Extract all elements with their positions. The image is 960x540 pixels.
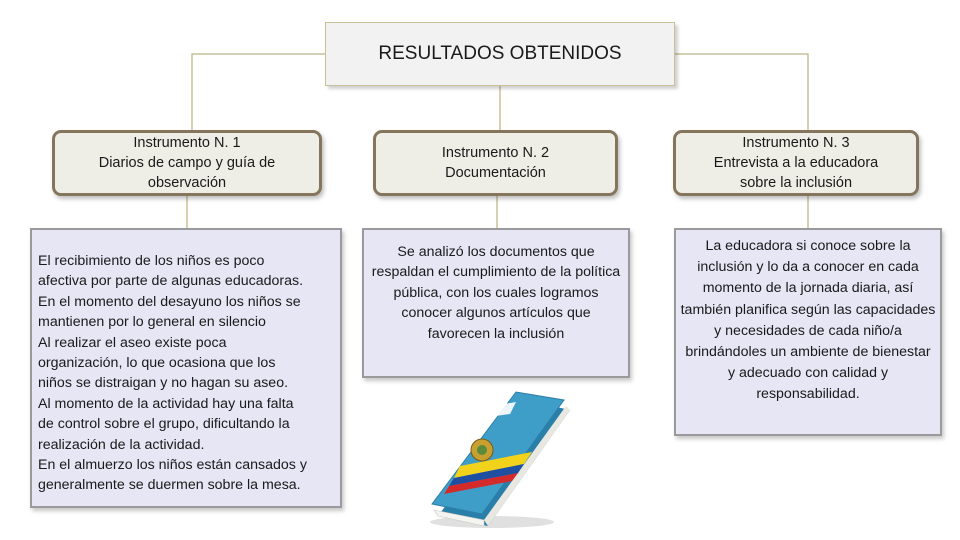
instrument-1-box: Instrumento N. 1 Diarios de campo y guía de observación <box>52 130 322 196</box>
result-1-box: El recibimiento de los niños es poco afectiva por parte de algunas educadoras. En el momento del desayuno los niños se mantienen por lo general en silencio Al realizar el aseo existe poca organización, lo que ocasiona que los niños se distraigan y no hagan su aseo. Al momento de la actividad hay una falta de control sobre el grupo, dificultando la realización de la actividad. En el almuerzo los niños están cansados y generalmente se duermen sobre la mesa. <box>30 228 342 508</box>
instrument-3-box: Instrumento N. 3 Entrevista a la educadora sobre la inclusión <box>673 130 919 196</box>
connector-title-left <box>192 54 325 132</box>
constitution-book-image <box>420 388 575 530</box>
instrument-2-box: Instrumento N. 2 Documentación <box>373 130 618 196</box>
connector-title-right <box>675 54 808 132</box>
diagram-title: RESULTADOS OBTENIDOS <box>325 22 675 86</box>
result-2-box: Se analizó los documentos que respaldan el cumplimiento de la política pública, con los cuales logramos conocer algunos artículos que favorecen la inclusión <box>362 228 630 378</box>
result-3-box: La educadora si conoce sobre la inclusión y lo da a conocer en cada momento de la jornada diaria, así también planifica según las capacidades y necesidades de cada niño/a brindándoles un ambiente de bienestar y adecuado con calidad y responsabilidad. <box>674 228 942 436</box>
